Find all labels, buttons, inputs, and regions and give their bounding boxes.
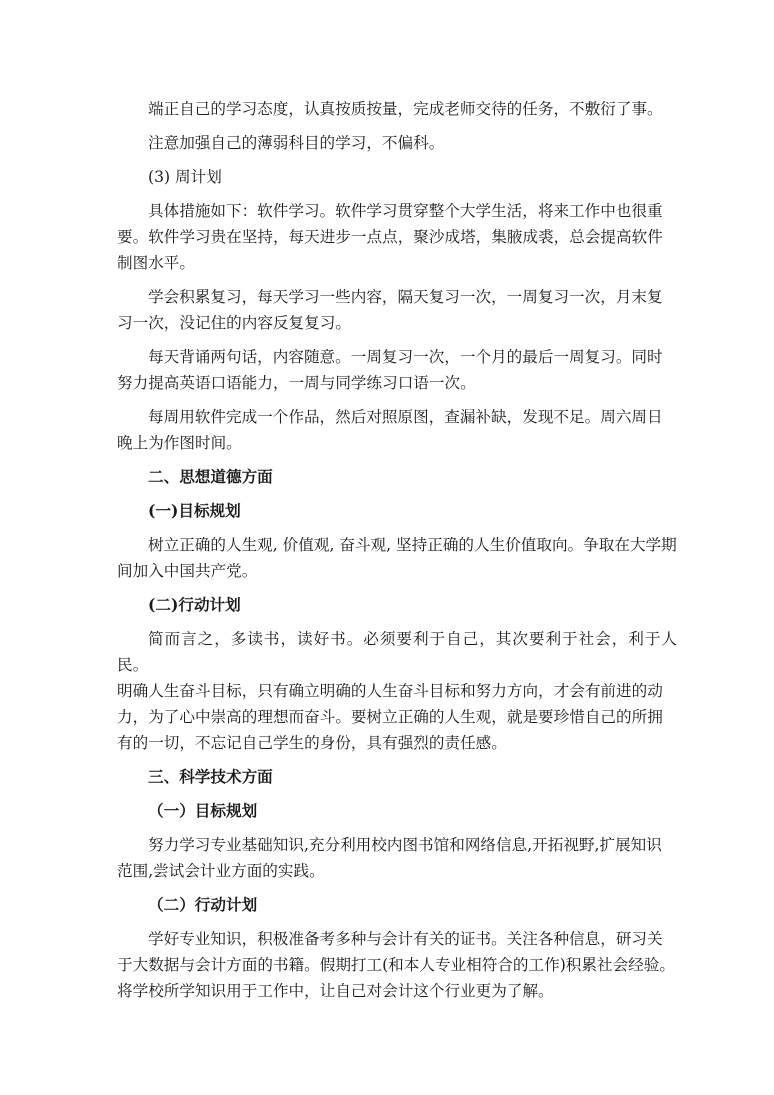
text-line: 注意加强自己的薄弱科目的学习，不偏科。	[148, 134, 445, 152]
text-line: 简而言之，多读书，读好书。必须要利于自己，其次要利于社会，利于人民。	[117, 630, 677, 674]
paragraph	[117, 198, 677, 276]
text-line: 制图水平。	[117, 254, 195, 272]
text-line: 三、科学技术方面	[148, 767, 273, 786]
text-line: （二）行动计划	[148, 895, 258, 914]
text-line: 范围,尝试会计业方面的实践。	[117, 862, 325, 880]
section-heading	[117, 498, 677, 524]
section-heading	[117, 798, 677, 824]
text-line: 明确人生奋斗目标，只有确立明确的人生奋斗目标和努力方向，才会有前进的动	[117, 682, 663, 700]
text-line: 学会积累复习，每天学习一些内容，隔天复习一次，一周复习一次，月末复	[148, 288, 663, 306]
text-line: 有的一切，不忘记自己学生的身份，具有强烈的责任感。	[117, 734, 507, 752]
text-line: 每天背诵两句话，内容随意。一周复习一次，一个月的最后一周复习。同时	[148, 348, 663, 366]
text-line: 端正自己的学习态度，认真按质按量，完成老师交待的任务，不敷衍了事。	[148, 100, 663, 118]
text-line: (二)行动计划	[148, 595, 241, 614]
text-line: 要。软件学习贵在坚持，每天进步一点点，聚沙成塔，集腋成裘，总会提高软件	[117, 228, 663, 246]
paragraph	[117, 832, 677, 884]
text-line: （一）目标规划	[148, 801, 258, 820]
paragraph	[117, 284, 677, 336]
section-heading	[117, 892, 677, 918]
paragraph	[117, 96, 677, 122]
paragraph	[117, 344, 677, 396]
text-line: 树立正确的人生观, 价值观, 奋斗观, 坚持正确的人生价值取向。争取在大学期	[148, 536, 677, 554]
text-line: 习一次，没记住的内容反复复习。	[117, 314, 351, 332]
document-body	[117, 96, 677, 1012]
text-line: 间加入中国共产党。	[117, 562, 258, 580]
text-line: 努力提高英语口语能力，一周与同学练习口语一次。	[117, 374, 476, 392]
paragraph	[117, 164, 677, 190]
paragraph	[117, 130, 677, 156]
text-line: (3) 周计划	[148, 168, 222, 186]
text-line: 二、思想道德方面	[148, 467, 273, 486]
paragraph	[117, 626, 677, 756]
paragraph	[117, 404, 677, 456]
text-line: 于大数据与会计方面的书籍。假期打工(和本人专业相符合的工作)积累社会经验。	[117, 956, 675, 974]
text-line: 每周用软件完成一个作品，然后对照原图，查漏补缺，发现不足。周六周日	[148, 408, 663, 426]
section-heading	[117, 464, 677, 490]
paragraph	[117, 532, 677, 584]
text-line: 学好专业知识，积极准备考多种与会计有关的证书。关注各种信息，研习关	[148, 930, 663, 948]
text-line: 努力学习专业基础知识,充分利用校内图书馆和网络信息,开拓视野,扩展知识	[148, 836, 662, 854]
text-line: (一)目标规划	[148, 501, 241, 520]
paragraph	[117, 926, 677, 1004]
text-line: 晚上为作图时间。	[117, 434, 242, 452]
text-line: 力，为了心中崇高的理想而奋斗。要树立正确的人生观，就是要珍惜自己的所拥	[117, 708, 663, 726]
section-heading	[117, 592, 677, 618]
section-heading	[117, 764, 677, 790]
text-line: 具体措施如下：软件学习。软件学习贯穿整个大学生活，将来工作中也很重	[148, 202, 663, 220]
text-line: 将学校所学知识用于工作中，让自己对会计这个行业更为了解。	[117, 982, 554, 1000]
